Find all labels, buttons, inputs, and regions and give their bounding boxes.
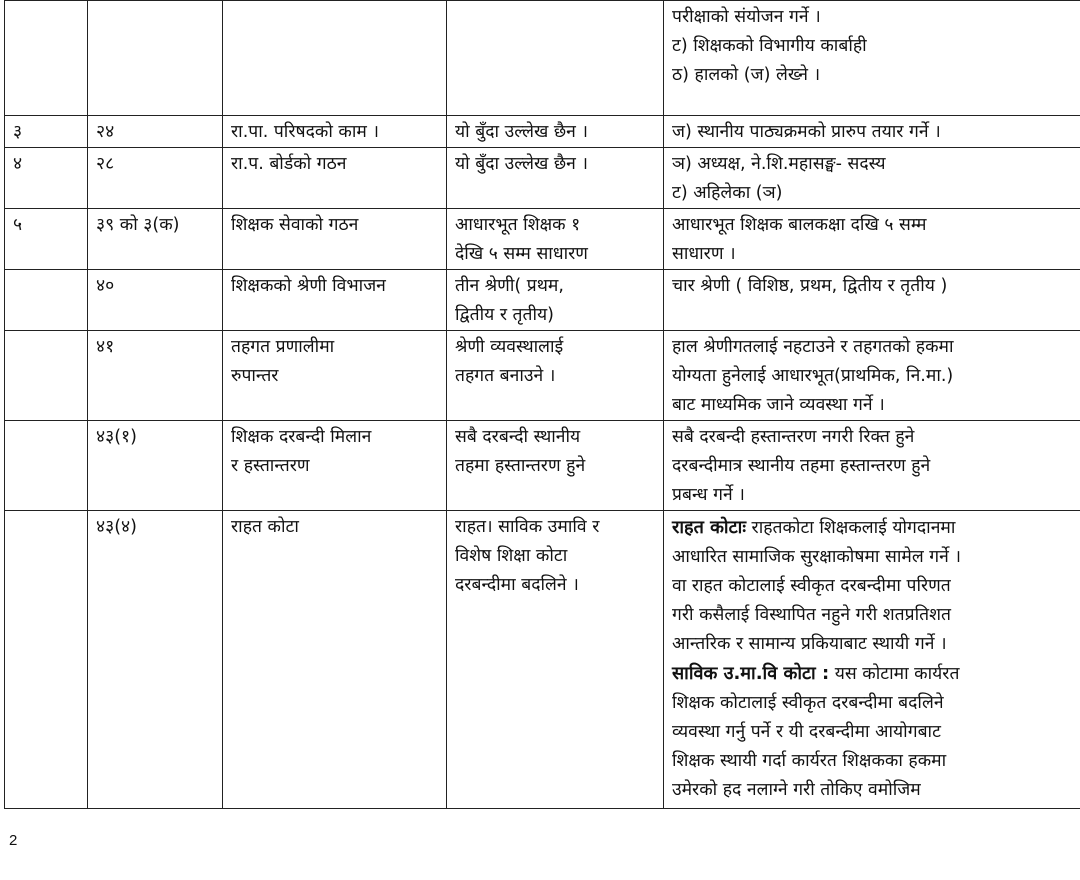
section-cell xyxy=(88,421,223,511)
current-provision-cell xyxy=(447,270,664,331)
proposed-text: राहतकोटा शिक्षकलाई योगदानमा xyxy=(745,518,956,538)
proposed-text: वा राहत कोटालाई स्वीकृत दरबन्दीमा परिणत xyxy=(672,576,951,596)
current-line: राहत। साविक उमावि र xyxy=(455,517,600,537)
proposed-line: परीक्षाको संयोजन गर्ने । xyxy=(672,7,821,27)
proposed-line xyxy=(672,776,1074,805)
topic-line: शिक्षक सेवाको गठन xyxy=(231,215,359,235)
current-line: तीन श्रेणी( प्रथम, xyxy=(455,276,564,296)
amendment-table xyxy=(4,0,1080,809)
section-line: २८ xyxy=(96,154,115,174)
proposed-line: सबै दरबन्दी हस्तान्तरण नगरी रिक्त हुने xyxy=(672,427,915,447)
topic-cell xyxy=(223,1,447,116)
current-line: तहमा हस्तान्तरण हुने xyxy=(455,456,586,476)
proposed-line: ठ) हालको (ज) लेख्ने । xyxy=(672,65,821,85)
current-provision-cell xyxy=(447,421,664,511)
serial-cell xyxy=(5,511,88,809)
table-row xyxy=(5,209,1080,270)
proposed-line xyxy=(672,747,1074,776)
proposed-line xyxy=(672,601,1074,630)
serial-cell xyxy=(5,331,88,421)
section-cell xyxy=(88,209,223,270)
proposed-amendment-cell xyxy=(664,1,1080,116)
serial-cell xyxy=(5,116,88,148)
proposed-amendment-cell xyxy=(664,331,1080,421)
topic-cell xyxy=(223,270,447,331)
table-row xyxy=(5,270,1080,331)
proposed-line xyxy=(672,572,1074,601)
section-line: ४० xyxy=(96,276,115,296)
current-provision-cell xyxy=(447,209,664,270)
topic-cell xyxy=(223,331,447,421)
topic-cell xyxy=(223,209,447,270)
current-line: श्रेणी व्यवस्थालाई xyxy=(455,337,564,357)
topic-line: रा.प. बोर्डको गठन xyxy=(231,154,347,174)
current-line: द्वितीय र तृतीय) xyxy=(455,305,554,325)
serial-cell xyxy=(5,421,88,511)
current-provision-cell xyxy=(447,1,664,116)
current-line: आधारभूत शिक्षक १ xyxy=(455,215,581,235)
proposed-line: प्रबन्ध गर्ने । xyxy=(672,485,745,505)
section-line: ४१ xyxy=(96,337,115,357)
serial-cell xyxy=(5,270,88,331)
proposed-line xyxy=(672,718,1074,747)
proposed-line: ट) अहिलेका (ञ) xyxy=(672,183,783,203)
section-line: ३९ को ३(क) xyxy=(96,215,180,235)
current-line: यो बुँदा उल्लेख छैन । xyxy=(455,154,589,174)
serial-cell xyxy=(5,209,88,270)
current-line: सबै दरबन्दी स्थानीय xyxy=(455,427,581,447)
proposed-amendment-cell xyxy=(664,116,1080,148)
topic-line: रुपान्तर xyxy=(231,366,279,386)
proposed-line: दरबन्दीमात्र स्थानीय तहमा हस्तान्तरण हुने xyxy=(672,456,931,476)
current-provision-cell xyxy=(447,511,664,809)
proposed-line: ञ) अध्यक्ष, ने.शि.महासङ्घ- सदस्य xyxy=(672,154,886,174)
page-number: 2 xyxy=(9,832,18,849)
current-provision-cell xyxy=(447,148,664,209)
topic-line: शिक्षकको श्रेणी विभाजन xyxy=(231,276,386,296)
proposed-text: गरी कसैलाई विस्थापित नहुने गरी शतप्रतिशत xyxy=(672,605,951,625)
proposed-line: ट) शिक्षकको विभागीय कार्बाही xyxy=(672,36,867,56)
proposed-line xyxy=(672,630,1074,659)
proposed-line: हाल श्रेणीगतलाई नहटाउने र तहगतको हकमा xyxy=(672,337,954,357)
serial-line: ४ xyxy=(13,154,23,174)
proposed-amendment-cell xyxy=(664,209,1080,270)
proposed-line xyxy=(672,543,1074,572)
proposed-line: बाट माध्यमिक जाने व्यवस्था गर्ने । xyxy=(672,395,885,415)
topic-line: राहत कोटा xyxy=(231,517,299,537)
serial-line: ३ xyxy=(13,122,23,142)
section-cell xyxy=(88,511,223,809)
section-cell xyxy=(88,116,223,148)
proposed-line: चार श्रेणी ( विशिष्ठ, प्रथम, द्वितीय र तृतीय ) xyxy=(672,276,948,296)
section-line: २४ xyxy=(96,122,115,142)
section-cell xyxy=(88,1,223,116)
current-line: तहगत बनाउने । xyxy=(455,366,556,386)
proposed-text: उमेरको हद नलाग्ने गरी तोकिए वमोजिम xyxy=(672,780,921,800)
proposed-text: आन्तरिक र सामान्य प्रकियाबाट स्थायी गर्ने । xyxy=(672,634,947,654)
current-provision-cell xyxy=(447,331,664,421)
section-line: ४३(१) xyxy=(96,427,137,447)
serial-cell xyxy=(5,1,88,116)
proposed-amendment-cell xyxy=(664,421,1080,511)
serial-line: ५ xyxy=(13,215,23,235)
topic-cell xyxy=(223,421,447,511)
proposed-amendment-cell xyxy=(664,511,1080,809)
proposed-line: ज) स्थानीय पाठ्यक्रमको प्रारुप तयार गर्ने । xyxy=(672,122,941,142)
current-line: दरबन्दीमा बदलिने । xyxy=(455,575,579,595)
topic-cell xyxy=(223,116,447,148)
proposed-line xyxy=(672,659,1074,689)
bold-heading: राहत कोटाः xyxy=(672,517,746,538)
proposed-line: आधारभूत शिक्षक बालकक्षा दखि ५ सम्म xyxy=(672,215,927,235)
serial-cell xyxy=(5,148,88,209)
topic-line: रा.पा. परिषदको काम । xyxy=(231,122,380,142)
proposed-text: यस कोटामा कार्यरत xyxy=(829,664,960,684)
proposed-line: साधारण । xyxy=(672,244,736,264)
topic-line: र हस्तान्तरण xyxy=(231,456,310,476)
current-line: विशेष शिक्षा कोटा xyxy=(455,546,568,566)
proposed-text: शिक्षक स्थायी गर्दा कार्यरत शिक्षकका हकमा xyxy=(672,751,947,771)
current-provision-cell xyxy=(447,116,664,148)
current-line: देखि ५ सम्म साधारण xyxy=(455,244,588,264)
table-row xyxy=(5,1,1080,116)
table-row xyxy=(5,331,1080,421)
section-cell xyxy=(88,270,223,331)
proposed-line: योग्यता हुनेलाई आधारभूत(प्राथमिक, नि.मा.) xyxy=(672,366,954,386)
table-row xyxy=(5,116,1080,148)
table-row xyxy=(5,511,1080,809)
section-cell xyxy=(88,148,223,209)
table-row xyxy=(5,148,1080,209)
bold-heading: साविक उ.मा.वि कोटा : xyxy=(672,663,830,684)
proposed-line xyxy=(672,689,1074,718)
topic-cell xyxy=(223,148,447,209)
section-line: ४३(४) xyxy=(96,517,137,537)
proposed-line xyxy=(672,513,1074,543)
table-row xyxy=(5,421,1080,511)
proposed-amendment-cell xyxy=(664,270,1080,331)
proposed-text: आधारित सामाजिक सुरक्षाकोषमा सामेल गर्ने । xyxy=(672,547,962,567)
proposed-text: व्यवस्था गर्नु पर्ने र यी दरबन्दीमा आयोगबाट xyxy=(672,722,941,742)
proposed-amendment-cell xyxy=(664,148,1080,209)
topic-cell xyxy=(223,511,447,809)
section-cell xyxy=(88,331,223,421)
topic-line: तहगत प्रणालीमा xyxy=(231,337,335,357)
current-line: यो बुँदा उल्लेख छैन । xyxy=(455,122,589,142)
topic-line: शिक्षक दरबन्दी मिलान xyxy=(231,427,372,447)
proposed-text: शिक्षक कोटालाई स्वीकृत दरबन्दीमा बदलिने xyxy=(672,693,944,713)
